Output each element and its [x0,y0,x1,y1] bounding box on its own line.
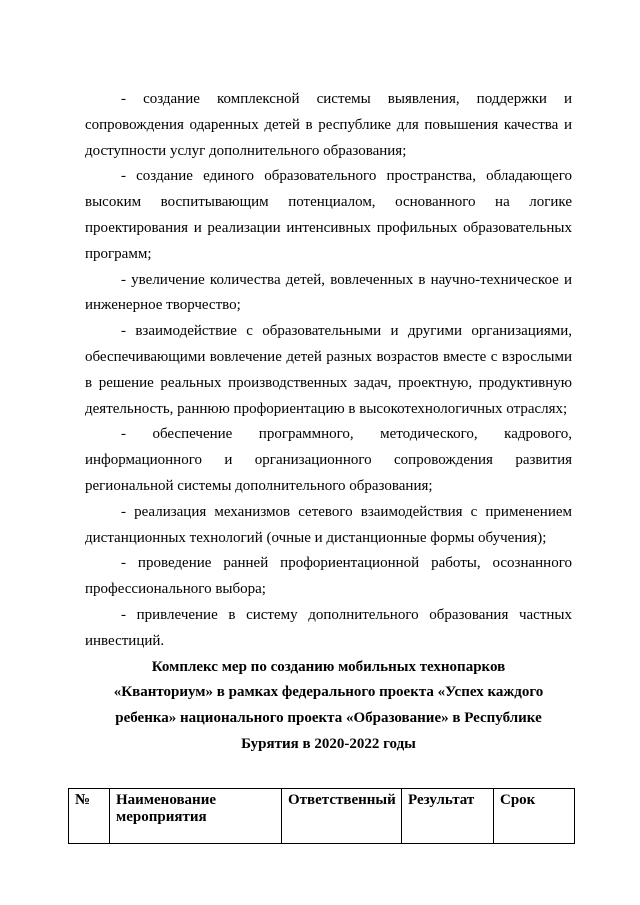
measures-table [68,788,575,844]
paragraph-career-guidance: - проведение ранней профориентационной работы, осознанного профессионального выбора; [85,555,572,598]
header-result: Результат [402,789,494,844]
header-deadline: Срок [494,789,575,844]
header-responsible: Ответственный [282,789,402,844]
paragraph-technical-creativity: - увеличение количества детей, вовлеченных в научно-техническое и инженерное творчество; [85,271,572,314]
document-body [85,87,572,758]
header-activity-name: Наименование мероприятия [110,789,282,844]
paragraph-network-interaction: - реализация механизмов сетевого взаимодействия с применением дистанционных технологий (очные и дистанционные формы обучения); [85,503,572,546]
paragraph-gifted-children-system: - создание комплексной системы выявления, поддержки и сопровождения одаренных детей в республике для повышения качества и доступности услуг дополнительного образования; [85,91,572,159]
paragraph-private-investments: - привлечение в систему дополнительного образования частных инвестиций. [85,606,572,649]
header-number: № [69,789,110,844]
table-header-row [69,789,575,844]
paragraph-system-support: - обеспечение программного, методического, кадрового, информационного и организационного сопровождения развития региональной системы дополнительного образования; [85,426,572,494]
paragraph-unified-educational-space: - создание единого образовательного пространства, обладающего высоким воспитывающим потенциалом, основанного на логике проектирования и реализации интенсивных профильных образовательных программ; [85,168,572,262]
section-heading: Комплекс мер по созданию мобильных технопарков «Кванториум» в рамках федерального проекта «Успех каждого ребенка» национального проекта «Образование» в Республике Бурятия в 2020-2022 годы [113,658,544,752]
paragraph-organization-interaction: - взаимодействие с образовательными и другими организациями, обеспечивающими вовлечение детей разных возрастов вместе с взрослыми в решение реальных производственных задач, проектную, продуктивную деятельность, раннюю профориентацию в высокотехнологичных отраслях; [85,323,572,417]
